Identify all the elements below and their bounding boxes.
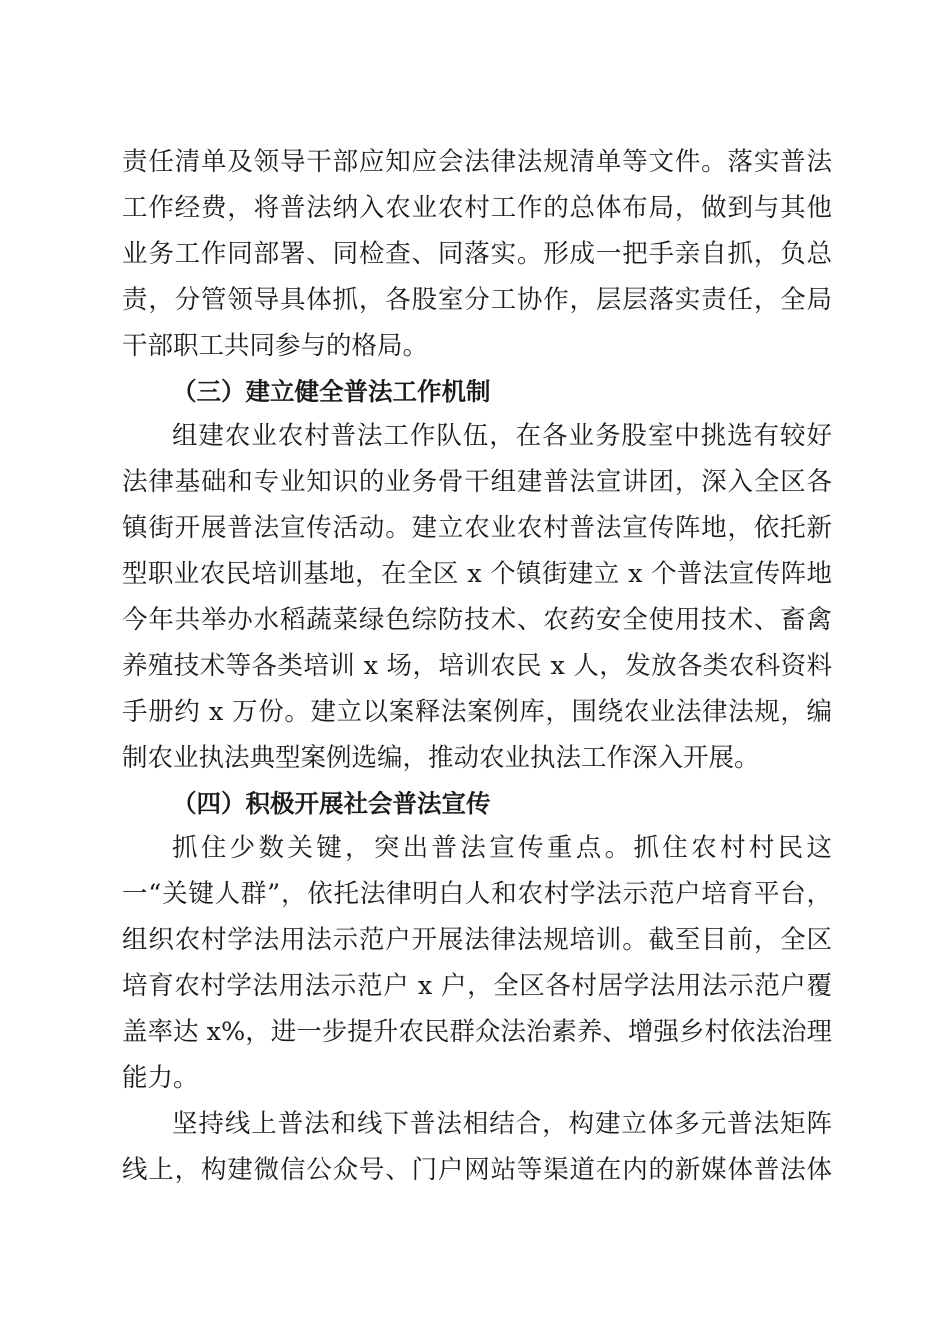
paragraph-line: 制农业执法典型案例选编，推动农业执法工作深入开展。 <box>122 743 760 773</box>
paragraph-line: 手册约 x 万份。建立以案释法案例库，围绕农业法律法规，编 <box>122 697 832 727</box>
paragraph-line: 型职业农民培训基地，在全区 x 个镇街建立 x 个普法宣传阵地 <box>122 559 832 589</box>
paragraph-line: 一“关键人群”，依托法律明白人和农村学法示范户培育平台， <box>122 879 832 909</box>
paragraph-line: 组织农村学法用法示范户开展法律法规培训。截至目前，全区 <box>122 925 832 955</box>
paragraph-line: 镇街开展普法宣传活动。建立农业农村普法宣传阵地，依托新 <box>122 513 832 543</box>
paragraph-line: 今年共举办水稻蔬菜绿色综防技术、农药安全使用技术、畜禽 <box>122 605 832 635</box>
section-heading-4: （四）积极开展社会普法宣传 <box>172 789 491 818</box>
paragraph-line: 抓住少数关键，突出普法宣传重点。抓住农村村民这 <box>172 833 832 863</box>
paragraph-line: 责任清单及领导干部应知应会法律法规清单等文件。落实普法 <box>122 147 832 177</box>
paragraph-line: 干部职工共同参与的格局。 <box>122 331 429 361</box>
paragraph-line: 培育农村学法用法示范户 x 户，全区各村居学法用法示范户覆 <box>122 971 832 1001</box>
paragraph-line: 坚持线上普法和线下普法相结合，构建立体多元普法矩阵 <box>172 1109 832 1139</box>
paragraph-line: 盖率达 x%，进一步提升农民群众法治素养、增强乡村依法治理 <box>122 1017 832 1047</box>
paragraph-line: 责，分管领导具体抓，各股室分工协作，层层落实责任，全局 <box>122 285 832 315</box>
section-heading-3: （三）建立健全普法工作机制 <box>172 377 491 406</box>
paragraph-line: 线上，构建微信公众号、门户网站等渠道在内的新媒体普法体 <box>122 1155 832 1185</box>
paragraph-line: 业务工作同部署、同检查、同落实。形成一把手亲自抓，负总 <box>122 239 832 269</box>
paragraph-line: 组建农业农村普法工作队伍，在各业务股室中挑选有较好 <box>172 421 832 451</box>
paragraph-line: 工作经费，将普法纳入农业农村工作的总体布局，做到与其他 <box>122 193 832 223</box>
paragraph-line: 法律基础和专业知识的业务骨干组建普法宣讲团，深入全区各 <box>122 467 832 497</box>
paragraph-line: 能力。 <box>122 1063 199 1093</box>
paragraph-line: 养殖技术等各类培训 x 场，培训农民 x 人，发放各类农科资料 <box>122 651 832 681</box>
